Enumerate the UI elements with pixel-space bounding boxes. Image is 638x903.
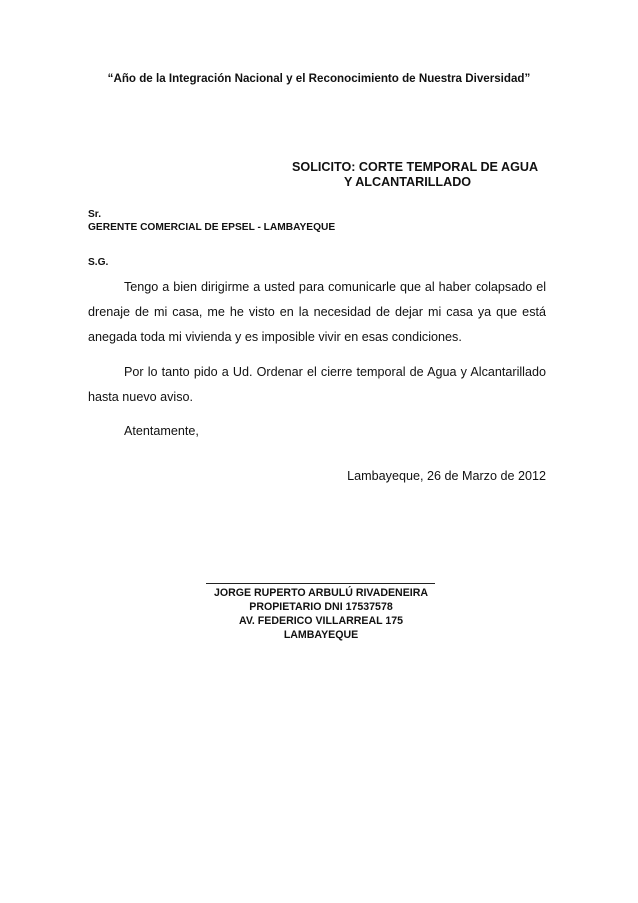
document-motto: “Año de la Integración Nacional y el Reconocimiento de Nuestra Diversidad” <box>107 72 531 85</box>
addressee-block <box>88 208 335 234</box>
greeting: S.G. <box>88 257 109 268</box>
subject-line-1: SOLICITO: CORTE TEMPORAL DE AGUA <box>292 160 539 174</box>
addressee-title: GERENTE COMERCIAL DE EPSEL - LAMBAYEQUE <box>88 222 336 233</box>
signature-line <box>206 583 435 584</box>
body-paragraph-2: Por lo tanto pido a Ud. Ordenar el cierre temporal de Agua y Alcantarillado hasta nuevo aviso. <box>88 365 546 404</box>
signature-block <box>186 586 456 642</box>
addressee-salutation: Sr. <box>88 209 102 220</box>
signer-role: PROPIETARIO DNI 17537578 <box>249 601 393 613</box>
place-and-date: Lambayeque, 26 de Marzo de 2012 <box>347 469 546 483</box>
body-paragraph-1: Tengo a bien dirigirme a usted para comunicarle que al haber colapsado el drenaje de mi casa, me he visto en la necesidad de dejar mi casa ya que está anegada toda mi vivienda y es imposible vivir en esas condiciones. <box>88 280 546 344</box>
signer-name: JORGE RUPERTO ARBULÚ RIVADENEIRA <box>213 587 429 599</box>
signer-address: AV. FEDERICO VILLARREAL 175 <box>238 615 404 627</box>
signer-city: LAMBAYEQUE <box>283 629 359 641</box>
subject-block <box>292 160 538 190</box>
subject-line-2: Y ALCANTARILLADO <box>344 175 472 189</box>
closing: Atentamente, <box>124 424 199 438</box>
